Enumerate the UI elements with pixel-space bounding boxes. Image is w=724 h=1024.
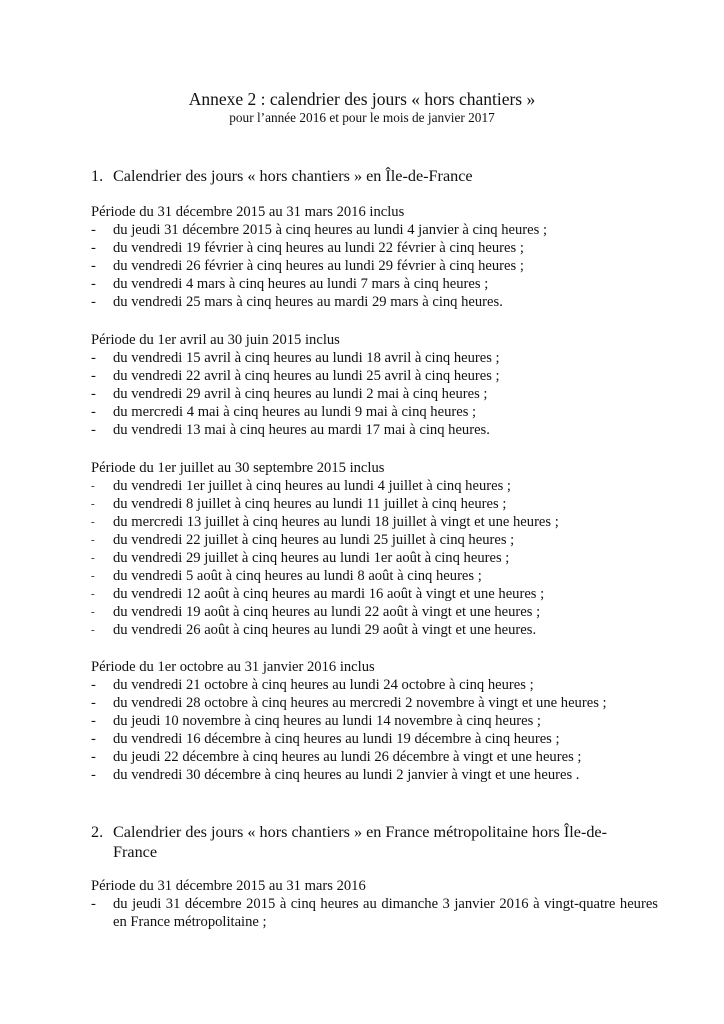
- list-item: [91, 403, 691, 421]
- list-item: [91, 421, 691, 439]
- list-item-text: du jeudi 31 décembre 2015 à cinq heures au lundi 4 janvier à cinq heures ;: [113, 222, 548, 238]
- section-heading: [91, 822, 651, 862]
- list-item: [91, 895, 658, 931]
- list-item-text: du vendredi 26 février à cinq heures au lundi 29 février à cinq heures ;: [113, 258, 524, 274]
- list-item-text: du vendredi 4 mars à cinq heures au lundi 7 mars à cinq heures ;: [113, 276, 489, 292]
- list-item-text: du vendredi 28 octobre à cinq heures au mercredi 2 novembre à vingt et une heures ;: [113, 695, 607, 711]
- document-title: Annexe 2 : calendrier des jours « hors chantiers »: [188, 89, 536, 109]
- period-block: [91, 877, 691, 931]
- period-block: [91, 658, 691, 784]
- bullet-dash: -: [91, 422, 96, 438]
- list-item: [91, 385, 691, 403]
- list-item-text: du vendredi 8 juillet à cinq heures au lundi 11 juillet à cinq heures ;: [113, 496, 507, 512]
- section-number: 1.: [91, 167, 104, 185]
- list-item: [91, 603, 691, 621]
- bullet-dash: -: [91, 588, 95, 600]
- list-item: [91, 293, 691, 311]
- list-item: [91, 694, 691, 712]
- list-item-text: du vendredi 29 juillet à cinq heures au lundi 1er août à cinq heures ;: [113, 550, 510, 566]
- section-title: Calendrier des jours « hors chantiers » en France métropolitaine hors Île-de-France: [113, 823, 608, 861]
- list-item: [91, 257, 691, 275]
- section-title: Calendrier des jours « hors chantiers » en Île-de-France: [113, 167, 473, 185]
- list-item-text: du mercredi 13 juillet à cinq heures au lundi 18 juillet à vingt et une heures ;: [113, 514, 559, 530]
- section-heading: [91, 166, 671, 186]
- period-block: [91, 203, 691, 311]
- list-item-text: du vendredi 19 février à cinq heures au lundi 22 février à cinq heures ;: [113, 240, 524, 256]
- period-title: Période du 31 décembre 2015 au 31 mars 2016: [91, 878, 366, 894]
- list-item: [91, 495, 691, 513]
- bullet-dash: -: [91, 606, 95, 618]
- list-item-text: du vendredi 12 août à cinq heures au mardi 16 août à vingt et une heures ;: [113, 586, 545, 602]
- bullet-dash: -: [91, 731, 96, 747]
- list-item: [91, 513, 691, 531]
- list-item: [91, 477, 691, 495]
- list-item-text: du vendredi 15 avril à cinq heures au lundi 18 avril à cinq heures ;: [113, 350, 500, 366]
- list-item: [91, 221, 691, 239]
- list-item-text: du vendredi 5 août à cinq heures au lundi 8 août à cinq heures ;: [113, 568, 482, 584]
- section-number: 2.: [91, 823, 104, 841]
- bullet-dash: -: [91, 294, 96, 310]
- bullet-dash: -: [91, 386, 96, 402]
- bullet-dash: -: [91, 695, 96, 711]
- period-title: Période du 1er avril au 30 juin 2015 inclus: [91, 332, 340, 348]
- list-item: [91, 239, 691, 257]
- list-item-text: du mercredi 4 mai à cinq heures au lundi 9 mai à cinq heures ;: [113, 404, 477, 420]
- period-title: Période du 1er octobre au 31 janvier 2016 inclus: [91, 659, 375, 675]
- list-item-text: du jeudi 22 décembre à cinq heures au lundi 26 décembre à vingt et une heures ;: [113, 749, 582, 765]
- list-item-text: du vendredi 29 avril à cinq heures au lundi 2 mai à cinq heures ;: [113, 386, 488, 402]
- bullet-dash: -: [91, 276, 96, 292]
- list-item: [91, 567, 691, 585]
- list-item: [91, 275, 691, 293]
- list-item-text: du vendredi 30 décembre à cinq heures au lundi 2 janvier à vingt et une heures .: [113, 767, 580, 783]
- bullet-dash: -: [91, 767, 96, 783]
- bullet-dash: -: [91, 516, 95, 528]
- list-item-text: du vendredi 13 mai à cinq heures au mardi 17 mai à cinq heures.: [113, 422, 490, 438]
- list-item-text: du vendredi 16 décembre à cinq heures au lundi 19 décembre à cinq heures ;: [113, 731, 560, 747]
- list-item: [91, 748, 691, 766]
- bullet-dash: -: [91, 713, 96, 729]
- bullet-dash: -: [91, 404, 96, 420]
- list-item: [91, 349, 691, 367]
- bullet-dash: -: [91, 534, 95, 546]
- list-item: [91, 766, 691, 784]
- bullet-dash: -: [91, 624, 95, 636]
- bullet-dash: -: [91, 222, 96, 238]
- list-item-text: du jeudi 10 novembre à cinq heures au lundi 14 novembre à cinq heures ;: [113, 713, 541, 729]
- bullet-dash: -: [91, 896, 96, 912]
- bullet-dash: -: [91, 240, 96, 256]
- bullet-dash: -: [91, 677, 96, 693]
- list-item: [91, 585, 691, 603]
- period-block: [91, 459, 691, 639]
- bullet-dash: -: [91, 258, 96, 274]
- period-block: [91, 331, 691, 439]
- bullet-dash: -: [91, 368, 96, 384]
- bullet-dash: -: [91, 350, 96, 366]
- bullet-dash: -: [91, 498, 95, 510]
- list-item: [91, 730, 691, 748]
- bullet-dash: -: [91, 749, 96, 765]
- list-item-text: du jeudi 31 décembre 2015 à cinq heures au dimanche 3 janvier 2016 à vingt-quatre heures en France métropolitaine ;: [113, 896, 658, 930]
- list-item-text: du vendredi 19 août à cinq heures au lundi 22 août à vingt et une heures ;: [113, 604, 541, 620]
- bullet-dash: -: [91, 570, 95, 582]
- period-title: Période du 31 décembre 2015 au 31 mars 2016 inclus: [91, 204, 405, 220]
- list-item-text: du vendredi 25 mars à cinq heures au mardi 29 mars à cinq heures.: [113, 294, 503, 310]
- list-item-text: du vendredi 22 avril à cinq heures au lundi 25 avril à cinq heures ;: [113, 368, 500, 384]
- list-item: [91, 621, 691, 639]
- list-item-text: du vendredi 21 octobre à cinq heures au lundi 24 octobre à cinq heures ;: [113, 677, 534, 693]
- list-item-text: du vendredi 22 juillet à cinq heures au lundi 25 juillet à cinq heures ;: [113, 532, 515, 548]
- document-subtitle: pour l’année 2016 et pour le mois de janvier 2017: [229, 110, 495, 125]
- bullet-dash: -: [91, 552, 95, 564]
- list-item: [91, 367, 691, 385]
- list-item: [91, 549, 691, 567]
- period-title: Période du 1er juillet au 30 septembre 2015 inclus: [91, 460, 385, 476]
- list-item-text: du vendredi 26 août à cinq heures au lundi 29 août à vingt et une heures.: [113, 622, 537, 638]
- bullet-dash: -: [91, 480, 95, 492]
- list-item: [91, 676, 691, 694]
- list-item: [91, 531, 691, 549]
- list-item-text: du vendredi 1er juillet à cinq heures au lundi 4 juillet à cinq heures ;: [113, 478, 511, 494]
- list-item: [91, 712, 691, 730]
